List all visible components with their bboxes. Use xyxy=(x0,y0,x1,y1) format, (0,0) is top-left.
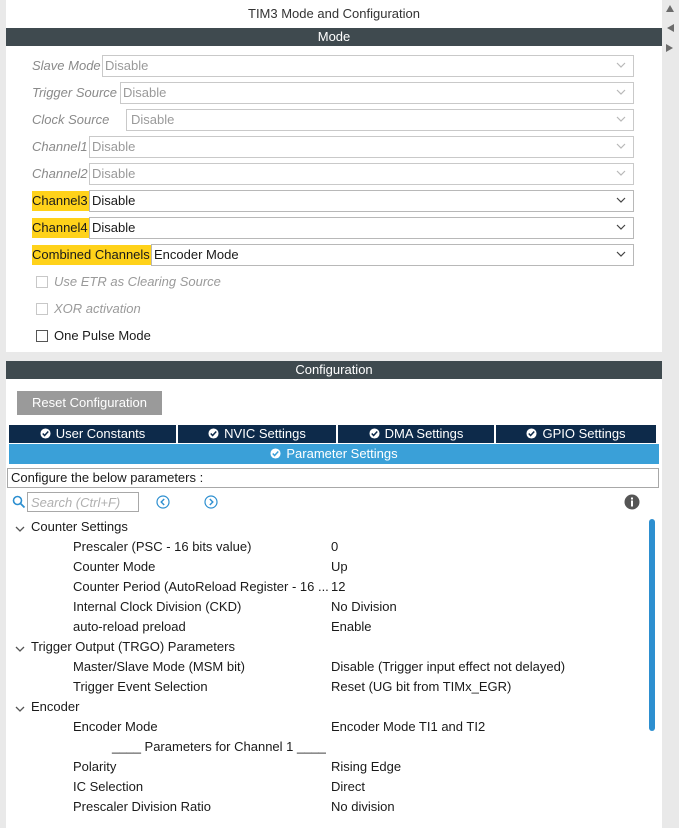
param-value: 0 xyxy=(331,539,339,554)
channel3-label: Channel3 xyxy=(32,191,90,211)
checkbox-box xyxy=(36,303,48,315)
clock-source-select[interactable] xyxy=(126,109,634,131)
trigger-source-select[interactable] xyxy=(120,82,634,104)
encoder-group[interactable] xyxy=(6,697,646,717)
channel1-label: Channel1 xyxy=(32,139,88,154)
param-row[interactable] xyxy=(6,657,646,677)
trigger-source-label: Trigger Source xyxy=(32,85,118,100)
search-previous-icon[interactable] xyxy=(156,495,170,509)
param-value: Up xyxy=(331,559,348,574)
channel3-value: Disable xyxy=(92,193,136,208)
param-row[interactable] xyxy=(6,757,646,777)
checkbox-box xyxy=(36,276,48,288)
param-label: Internal Clock Division (CKD) xyxy=(73,599,242,614)
param-value: 12 xyxy=(331,579,346,594)
combined-channels-value: Encoder Mode xyxy=(154,247,239,262)
tab-dma-settings[interactable] xyxy=(338,425,494,443)
clock-source-value: Disable xyxy=(131,112,175,127)
channel-subheader xyxy=(6,737,646,757)
param-value: No Division xyxy=(331,599,397,614)
param-label: Prescaler Division Ratio xyxy=(73,799,211,814)
param-value: Enable xyxy=(331,619,372,634)
param-row[interactable] xyxy=(6,577,646,597)
param-row[interactable] xyxy=(6,717,646,737)
one-pulse-mode-label: One Pulse Mode xyxy=(54,328,151,343)
channel1-select[interactable] xyxy=(89,136,634,158)
search-next-icon[interactable] xyxy=(204,495,218,509)
tab-parameter-settings[interactable] xyxy=(9,444,659,464)
channel3-select[interactable] xyxy=(89,190,634,212)
tab-label: Parameter Settings xyxy=(286,446,398,461)
param-label: auto-reload preload xyxy=(73,619,186,634)
reset-configuration-button[interactable]: Reset Configuration xyxy=(17,391,162,415)
combined-channels-label: Combined Channels xyxy=(32,245,152,265)
search-icon xyxy=(12,495,26,509)
param-label: Master/Slave Mode (MSM bit) xyxy=(73,659,245,674)
info-icon[interactable] xyxy=(624,494,640,510)
check-circle-icon xyxy=(270,448,281,459)
counter-settings-group[interactable] xyxy=(6,517,646,537)
channel2-label: Channel2 xyxy=(32,166,88,181)
tab-label: GPIO Settings xyxy=(542,426,626,441)
check-circle-icon xyxy=(208,428,219,439)
mode-section-header: Mode xyxy=(6,28,662,46)
channel4-value: Disable xyxy=(92,220,136,235)
chevron-down-icon xyxy=(615,140,627,152)
param-label: IC Selection xyxy=(73,779,144,794)
channel4-label: Channel4 xyxy=(32,218,90,238)
chevron-down-icon xyxy=(14,701,26,713)
xor-activation-label: XOR activation xyxy=(54,301,141,316)
param-value: No division xyxy=(331,799,395,814)
chevron-down-icon xyxy=(615,113,627,125)
param-row[interactable] xyxy=(6,597,646,617)
param-label: Prescaler (PSC - 16 bits value) xyxy=(73,539,252,554)
param-value: Disable (Trigger input effect not delayed) xyxy=(331,659,566,674)
param-label: Encoder Mode xyxy=(73,719,158,734)
channel4-select[interactable] xyxy=(89,217,634,239)
scroll-up-icon[interactable] xyxy=(664,2,676,14)
param-label: Counter Period (AutoReload Register - 16 ... xyxy=(73,579,329,594)
tab-nvic-settings[interactable] xyxy=(178,425,336,443)
param-label: Counter Mode xyxy=(73,559,156,574)
configuration-panel xyxy=(6,361,662,828)
tab-label: NVIC Settings xyxy=(224,426,306,441)
param-label: Polarity xyxy=(73,759,117,774)
configuration-section-header: Configuration xyxy=(6,361,662,379)
tab-user-constants[interactable] xyxy=(9,425,176,443)
chevron-down-icon xyxy=(14,641,26,653)
group-title: Trigger Output (TRGO) Parameters xyxy=(31,639,235,654)
channel2-select[interactable] xyxy=(89,163,634,185)
param-row[interactable] xyxy=(6,777,646,797)
channel1-parameters-header: ____ Parameters for Channel 1 ____ xyxy=(112,739,326,754)
chevron-down-icon xyxy=(615,194,627,206)
trigger-source-value: Disable xyxy=(123,85,167,100)
chevron-down-icon xyxy=(615,86,627,98)
channel2-value: Disable xyxy=(92,166,136,181)
tab-label: User Constants xyxy=(55,426,146,441)
group-title: Counter Settings xyxy=(31,519,128,534)
param-row[interactable] xyxy=(6,797,646,817)
checkbox-box xyxy=(36,330,48,342)
scrollbar-thumb[interactable] xyxy=(649,519,655,731)
chevron-down-icon xyxy=(615,221,627,233)
combined-channels-select[interactable] xyxy=(151,244,634,266)
use-etr-label: Use ETR as Clearing Source xyxy=(54,274,221,289)
channel1-value: Disable xyxy=(92,139,136,154)
trigger-output-group[interactable] xyxy=(6,637,646,657)
param-value: Direct xyxy=(331,779,365,794)
search-input[interactable] xyxy=(27,492,139,512)
clock-source-label: Clock Source xyxy=(32,112,110,127)
collapse-left-icon[interactable] xyxy=(664,22,676,34)
param-row[interactable] xyxy=(6,557,646,577)
param-value: Encoder Mode TI1 and TI2 xyxy=(331,719,486,734)
slave-mode-label: Slave Mode xyxy=(32,58,101,73)
tab-label: DMA Settings xyxy=(384,426,464,441)
slave-mode-value: Disable xyxy=(105,58,149,73)
chevron-down-icon xyxy=(615,167,627,179)
one-pulse-mode-checkbox[interactable] xyxy=(36,326,151,346)
use-etr-checkbox[interactable] xyxy=(36,272,221,292)
parameters-hint: Configure the below parameters : xyxy=(7,468,659,488)
param-row[interactable] xyxy=(6,677,646,697)
xor-activation-checkbox[interactable] xyxy=(36,299,141,319)
param-value: Rising Edge xyxy=(331,759,402,774)
tab-gpio-settings[interactable] xyxy=(496,425,656,443)
slave-mode-select[interactable] xyxy=(102,55,634,77)
param-value: Reset (UG bit from TIMx_EGR) xyxy=(331,679,512,694)
chevron-down-icon xyxy=(615,248,627,260)
check-circle-icon xyxy=(526,428,537,439)
param-row[interactable] xyxy=(6,617,646,637)
mode-panel xyxy=(6,0,662,352)
param-row[interactable] xyxy=(6,537,646,557)
window-title: TIM3 Mode and Configuration xyxy=(248,6,420,21)
chevron-down-icon xyxy=(615,59,627,71)
check-circle-icon xyxy=(369,428,380,439)
group-title: Encoder xyxy=(31,699,80,714)
check-circle-icon xyxy=(40,428,51,439)
chevron-down-icon xyxy=(14,521,26,533)
param-label: Trigger Event Selection xyxy=(73,679,208,694)
expand-right-icon[interactable] xyxy=(664,42,676,54)
